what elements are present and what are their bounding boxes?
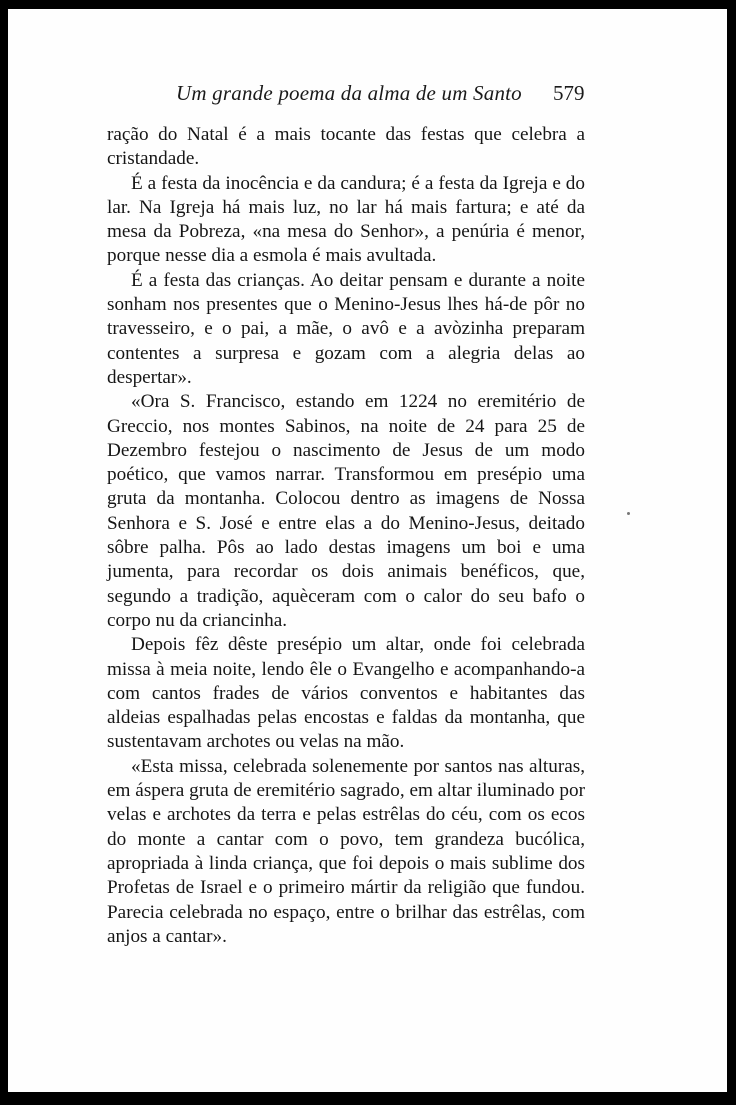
paragraph-2: É a festa da inocência e da candura; é a festa da Igreja e do lar. Na Igreja há mais luz, no lar há mais fartura; e até da mesa da Pobreza, «na mesa do Senhor», a penúria é menor, porque nesse dia a esmola é mais avultada. xyxy=(107,172,585,267)
paragraph-3: É a festa das crianças. Ao deitar pensam e durante a noite sonham nos presentes que o Menino-Jesus lhes há-de pôr no travesseiro, e o pai, a mãe, o avô e a avòzinha preparam contentes a surpresa e gozam com a alegria delas ao despertar». xyxy=(107,269,585,388)
paragraph-1: ração do Natal é a mais tocante das festas que celebra a cristandade. xyxy=(107,124,585,170)
page-number: 579 xyxy=(553,81,585,105)
running-title: Um grande poema da alma de um Santo xyxy=(176,81,522,105)
body-text xyxy=(107,123,585,949)
paragraph-5: Depois fêz dêste presépio um altar, onde foi celebrada missa à meia noite, lendo êle o Evangelho e acompanhando-a com cantos frades de vários conventos e habitantes das aldeias espalhadas pelas encostas e faldas da montanha, que sustentavam archotes ou velas na mão. xyxy=(107,634,585,753)
paragraph-4: «Ora S. Francisco, estando em 1224 no eremitério de Greccio, nos montes Sabinos, na noite de 24 para 25 de Dezembro festejou o nascimento de Jesus de um modo poético, que vamos narrar. Transformou em presépio uma gruta da montanha. Colocou dentro as imagens de Nossa Senhora e S. José e entre elas a do Menino-Jesus, deitado sôbre palha. Pôs ao lado destas imagens um boi e uma jumenta, para recordar os dois animais benéficos, que, segundo a tradição, aquèceram com o calor do seu bafo o corpo nu da criancinha. xyxy=(107,391,585,631)
paragraph-6: «Esta missa, celebrada solenemente por santos nas alturas, em áspera gruta de eremitério sagrado, em altar iluminado por velas e archotes da terra e pelas estrêlas do céu, com os ecos do monte a cantar com o povo, tem grandeza bucólica, apropriada à linda criança, que foi depois o mais sublime dos Profetas de Israel e o primeiro mártir da religião que fundou. Parecia celebrada no espaço, entre o brilhar das estrêlas, com anjos a cantar». xyxy=(107,755,585,947)
paper-speck xyxy=(627,512,630,515)
page-header xyxy=(8,81,727,111)
book-page xyxy=(8,9,727,1092)
